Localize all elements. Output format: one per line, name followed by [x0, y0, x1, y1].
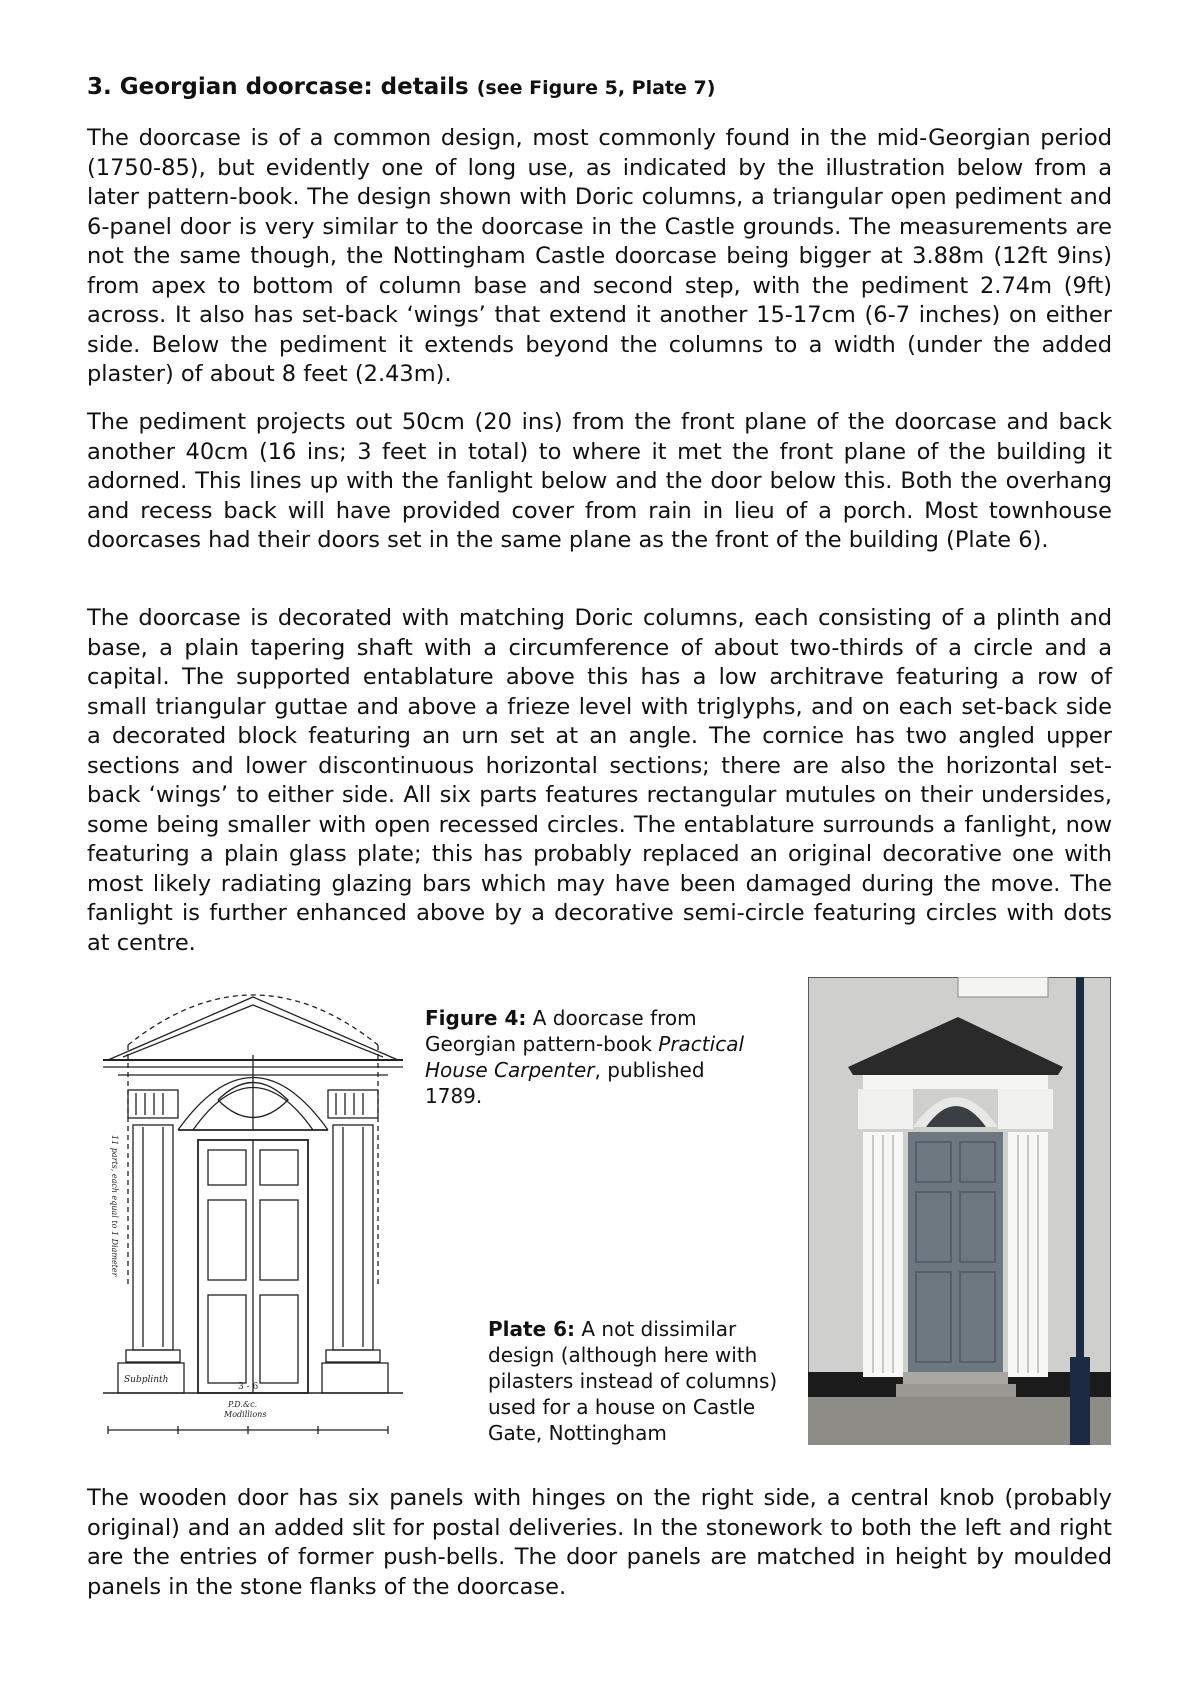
- heading-main: 3. Georgian doorcase: details: [87, 74, 469, 100]
- figure-4-caption: Figure 4: A doorcase from Georgian pattern-book Practical House Carpenter, published 1789.: [425, 1006, 745, 1108]
- figure-4-drawing: [88, 985, 418, 1447]
- paragraph-4: The wooden door has six panels with hinges on the right side, a central knob (probably original) and an added slit for postal deliveries. In the stonework to both the left and right are the entries of former push-bells. The door panels are matched in height by moulded panels in the stone flanks of the doorcase.: [87, 1485, 1112, 1600]
- drawing-modillions-label: Modillions: [224, 1410, 267, 1419]
- drawing-subplinth-label: Subplinth: [124, 1375, 169, 1385]
- heading-reference: (see Figure 5, Plate 7): [476, 77, 716, 99]
- book-title: Practical House Carpenter: [425, 1032, 745, 1082]
- plate-6-photo: [808, 977, 1111, 1445]
- drawing-width-label: 3 - 6: [238, 1382, 259, 1392]
- paragraph-1: The doorcase is of a common design, most commonly found in the mid-Georgian period (1750-85), but evidently one of long use, as indicated by the illustration below from a later pattern-book. The design shown with Doric columns, a triangular open pediment and 6-panel door is very similar to the doorcase in the Castle grounds. The measurements are not the same though, the Nottingham Castle doorcase being bigger at 3.88m (12ft 9ins) from apex to bottom of column base and second step, with the pediment 2.74m (9ft) across. It also has set-back ‘wings’ that extend it another 15-17cm (6-7 inches) on either side. Below the pediment it extends beyond the columns to a width (under the added plaster) of about 8 feet (2.43m).: [87, 125, 1112, 387]
- figure-4-label: Figure 4:: [425, 1006, 527, 1030]
- plate-6-caption: Plate 6: A not dissimilar design (although here with pilasters instead of columns) used for a house on Castle Gate, Nottingham: [488, 1317, 778, 1445]
- paragraph-2: The pediment projects out 50cm (20 ins) from the front plane of the doorcase and back another 40cm (16 ins; 3 feet in total) to where it met the front plane of the building it adorned. This lines up with the fanlight below and the door below this. Both the overhang and recess back will have provided cover from rain in lieu of a porch. Most townhouse doorcases had their doors set in the same plane as the front of the building (Plate 6).: [87, 409, 1112, 553]
- section-heading: [87, 74, 715, 100]
- drawing-signature: P.D.&c.: [228, 1400, 258, 1409]
- drawing-side-label: 11 parts, each equal to 1 Diameter: [110, 1135, 119, 1277]
- paragraph-3: The doorcase is decorated with matching Doric columns, each consisting of a plinth and base, a plain tapering shaft with a circumference of about two-thirds of a circle and a capital. The supported entablature above this has a low architrave featuring a row of small triangular guttae and above a frieze level with triglyphs, and on each set-back side a decorated block featuring an urn set at an angle. The cornice has two angled upper sections and lower discontinuous horizontal sections; there are also the horizontal set-back ‘wings’ to either side. All six parts features rectangular mutules on their undersides, some being smaller with open recessed circles. The entablature surrounds a fanlight, now featuring a plain glass plate; this has probably replaced an original decorative one with most likely radiating glazing bars which may have been damaged during the move. The fanlight is further enhanced above by a decorative semi-circle featuring circles with dots at centre.: [87, 605, 1112, 956]
- plate-6-label: Plate 6:: [488, 1317, 576, 1341]
